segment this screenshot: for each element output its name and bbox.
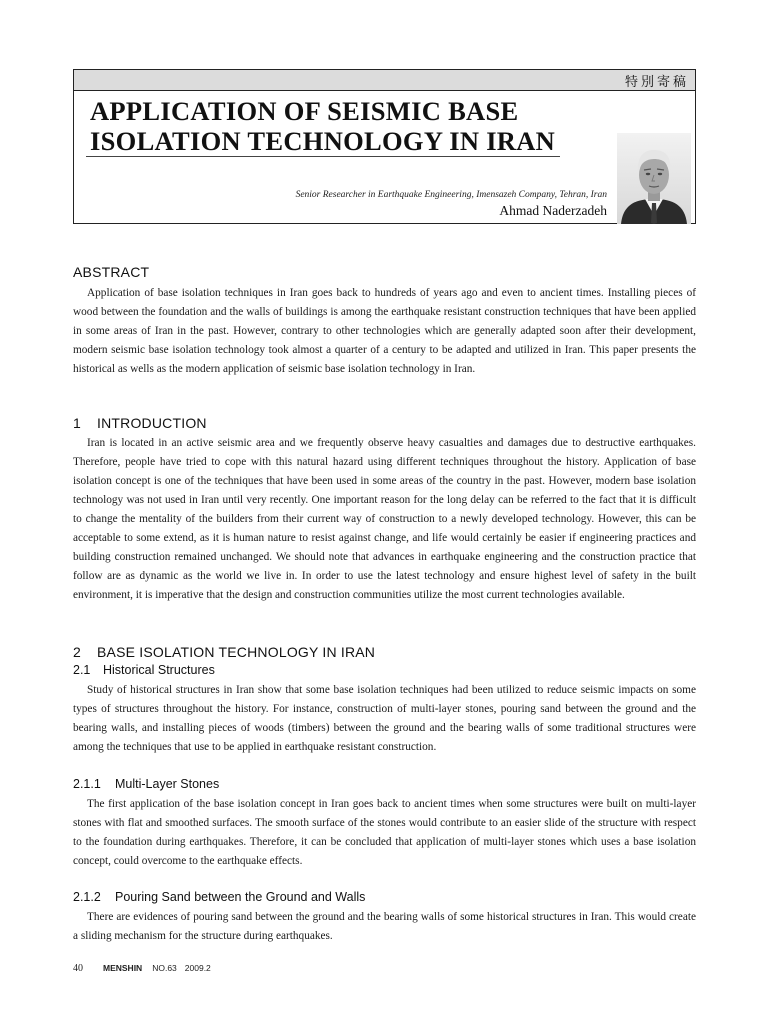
article-header xyxy=(73,69,696,224)
issue-number: NO.63 xyxy=(152,963,177,973)
issue-date: 2009.2 xyxy=(184,963,211,973)
subsection-number: 2.1.1 xyxy=(73,777,101,791)
subsection-number: 2.1 xyxy=(73,663,91,677)
historical-structures-text: Study of historical structures in Iran show that some base isolation techniques had been utilized to reduce seismic impacts on some types of structures throughout the history. For instance, construction of multi-layer stones, pouring sand between the ground and the bearing walls, and installing pieces of woods (timbers) between the ground and the bearing walls of some traditional structures were among the techniques that use to be applied in earthquake resistant construction. xyxy=(73,684,696,753)
section-heading-base-isolation xyxy=(73,644,375,660)
title-line-1: APPLICATION OF SEISMIC BASE xyxy=(90,96,519,126)
abstract-heading: ABSTRACT xyxy=(73,264,150,280)
author-affiliation: Senior Researcher in Earthquake Engineering, Imensazeh Company, Tehran, Iran xyxy=(295,190,607,200)
subsection-title: Multi-Layer Stones xyxy=(115,777,220,791)
special-contribution-tag: 特別寄稿 xyxy=(624,75,689,90)
section-title: BASE ISOLATION TECHNOLOGY IN IRAN xyxy=(97,644,376,660)
subsection-number: 2.1.2 xyxy=(73,890,101,904)
author-name: Ahmad Naderzadeh xyxy=(499,203,607,218)
title-line-2: ISOLATION TECHNOLOGY IN IRAN xyxy=(90,126,556,156)
subsection-title: Pouring Sand between the Ground and Walls xyxy=(115,890,366,904)
abstract-text: Application of base isolation techniques in Iran goes back to hundreds of years ago and even to ancient times. Installing pieces of wood between the foundation and the walls of buildings is among the earthquake resistant construction techniques that have been applied in some areas of Iran in the past. However, contrary to other technologies which are generally adapted soon after their development, modern seismic base isolation technology took almost a quarter of a century to be adapted and utilized in Iran. This paper presents the historical as wells as the modern application of seismic base isolation technology in Iran. xyxy=(73,287,696,375)
pouring-sand-text: There are evidences of pouring sand between the ground and the bearing walls of some historical structures in Iran. This would create a sliding mechanism for the structure during earthquakes. xyxy=(73,911,696,942)
subsection-title: Historical Structures xyxy=(103,663,215,677)
section-number: 1 xyxy=(73,415,81,431)
author-portrait xyxy=(617,133,691,224)
section-number: 2 xyxy=(73,644,81,660)
introduction-text: Iran is located in an active seismic area and we frequently observe heavy casualties and damages due to destructive earthquakes. Therefore, people have tried to cope with this natural hazard using different techniques throughout the history. Application of base isolation concept is one of the techniques that have been used in some areas of the country in the past. However, modern base isolation technology was not used in Iran until very recently. One important reason for the long delay can be referred to the fact that it is difficult to change the mentality of the builders from their current way of construction to a newly developed technology. However, this can be acceptable to some extend, as it is human nature to resist against change, and life would certainly be easier if engineering practices and building construction remained unchanged. We should note that advances in earthquake engineering and the construction practice that follow are as dynamic as the world we live in. In order to use the latest technology and ensure highest level of safety in the built environment, it is imperative that the design and construction communities utilize the most current technologies available. xyxy=(73,437,696,601)
multi-layer-stones-text: The first application of the base isolation concept in Iran goes back to ancient times when some structures were built on multi-layer stones with flat and smoothed surfaces. The smooth surface of the stones would contribute to an easier slide of the structure with respect to the foundation during earthquakes. Therefore, it can be concluded that application of multi-layer stones which uses a base isolation concept, could overcome to the earthquake effects. xyxy=(73,798,696,867)
subsection-heading-pouring-sand xyxy=(73,890,365,904)
subsection-heading-historical xyxy=(73,663,215,677)
article-title xyxy=(90,96,560,156)
page-footer xyxy=(73,963,211,974)
header-band xyxy=(74,70,695,91)
section-heading-introduction xyxy=(73,415,207,431)
subsection-heading-multi-layer xyxy=(73,777,219,791)
section-title: INTRODUCTION xyxy=(97,415,207,431)
title-underline xyxy=(86,156,560,157)
journal-name: MENSHIN xyxy=(103,963,143,973)
page-number: 40 xyxy=(73,963,83,974)
